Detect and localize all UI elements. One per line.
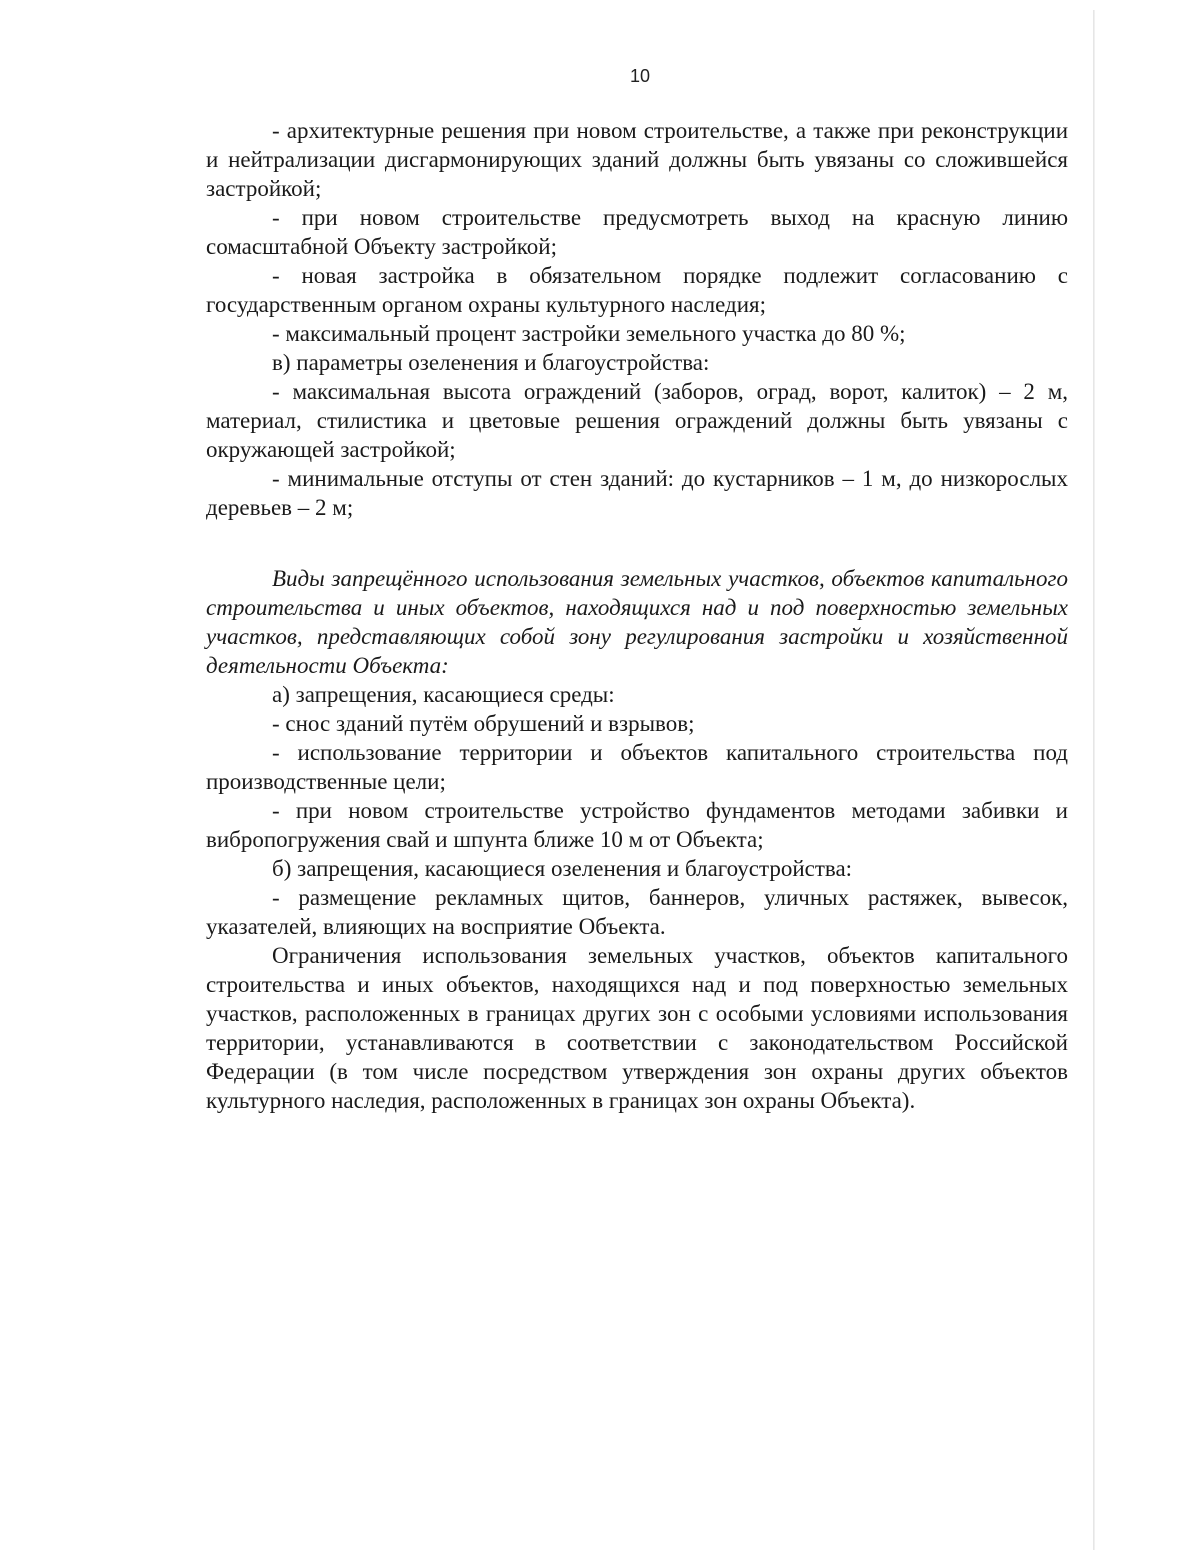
paragraph-demolition: - снос зданий путём обрушений и взрывов; xyxy=(272,711,695,736)
paragraph-industrial-use: - использование территории и объектов капитального строительства под производственные цели; xyxy=(206,740,1068,794)
paragraph-restrictions: Ограничения использования земельных участков, объектов капитального строительства и иных объектов, находящихся над и под поверхностью земельных участков, расположенных в границах других зон с особыми условиями использования территории, устанавливаются в соответствии с законодательством Российской Федерации (в том числе посредством утверждения зон охраны других объектов культурного наследия, расположенных в границах зон охраны Объекта). xyxy=(206,943,1068,1113)
paragraph-foundations: - при новом строительстве устройство фундаментов методами забивки и вибропогружения свай и шпунта ближе 10 м от Объекта; xyxy=(206,798,1068,852)
paragraph-fence-height: - максимальная высота ограждений (заборов, оград, ворот, калиток) – 2 м, материал, стилистика и цветовые решения ограждений должны быть увязаны с окружающей застройкой; xyxy=(206,379,1068,462)
paragraph-red-line: - при новом строительстве предусмотреть выход на красную линию сомасштабной Объекту застройкой; xyxy=(206,205,1068,259)
paragraph-landscaping-heading: в) параметры озеленения и благоустройства: xyxy=(272,350,710,375)
page-edge-shadow xyxy=(1093,10,1095,1550)
paragraph-max-percent: - максимальный процент застройки земельного участка до 80 %; xyxy=(272,321,906,346)
paragraph-min-setbacks: - минимальные отступы от стен зданий: до кустарников – 1 м, до низкорослых деревьев – 2 м; xyxy=(206,466,1068,520)
document-body xyxy=(206,116,1068,1115)
paragraph-environment-prohibitions: а) запрещения, касающиеся среды: xyxy=(272,682,615,707)
paragraph-architectural-solutions: - архитектурные решения при новом строительстве, а также при реконструкции и нейтрализации дисгармонирующих зданий должны быть увязаны со сложившейся застройкой; xyxy=(206,118,1068,201)
paragraph-approval: - новая застройка в обязательном порядке подлежит согласованию с государственным органом охраны культурного наследия; xyxy=(206,263,1068,317)
paragraph-advertising: - размещение рекламных щитов, баннеров, уличных растяжек, вывесок, указателей, влияющих на восприятие Объекта. xyxy=(206,885,1068,939)
page-number: 10 xyxy=(629,66,651,86)
paragraph-landscaping-prohibitions: б) запрещения, касающиеся озеленения и благоустройства: xyxy=(272,856,853,881)
section-heading-prohibited-uses: Виды запрещённого использования земельных участков, объектов капитального строительства и иных объектов, находящихся над и под поверхностью земельных участков, представляющих собой зону регулирования застройки и хозяйственной деятельности Объекта: xyxy=(206,566,1068,678)
